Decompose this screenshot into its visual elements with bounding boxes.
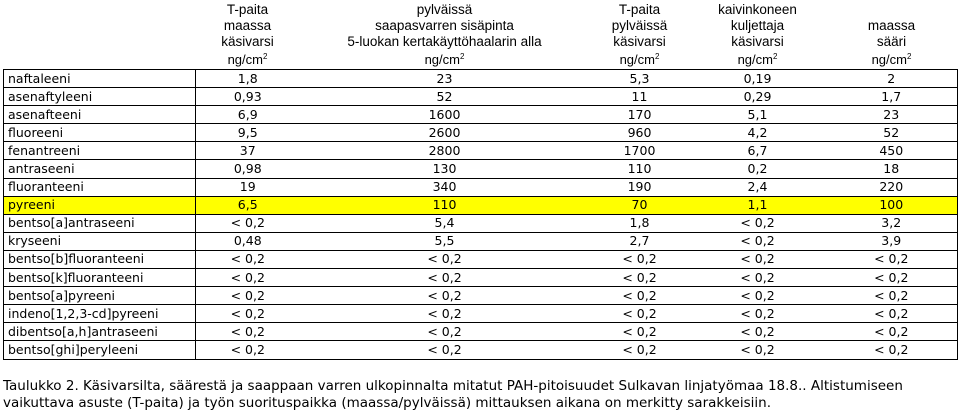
column-header-0 <box>4 0 196 51</box>
value-cell: 4,2 <box>690 124 826 142</box>
value-cell: 100 <box>826 196 958 214</box>
value-cell: 5,1 <box>690 106 826 124</box>
value-cell: < 0,2 <box>826 287 958 305</box>
value-cell: < 0,2 <box>826 323 958 341</box>
column-header-line: kuljettaja <box>730 18 785 33</box>
value-cell: < 0,2 <box>590 341 690 359</box>
value-cell: 19 <box>196 178 300 196</box>
table-body <box>4 70 958 360</box>
pah-table <box>3 0 958 360</box>
value-cell: < 0,2 <box>300 323 590 341</box>
compound-name-cell: naftaleeni <box>4 70 196 88</box>
value-cell: 5,4 <box>300 214 590 232</box>
unit-label: ng/cm <box>424 52 460 67</box>
compound-name-cell: pyreeni <box>4 196 196 214</box>
value-cell: < 0,2 <box>826 250 958 268</box>
unit-cell-0 <box>4 51 196 70</box>
table-header <box>4 0 958 70</box>
value-cell: 0,19 <box>690 70 826 88</box>
value-cell: 1600 <box>300 106 590 124</box>
value-cell: < 0,2 <box>590 305 690 323</box>
value-cell: 1,7 <box>826 88 958 106</box>
unit-exponent: 2 <box>262 52 268 61</box>
table-row <box>4 106 958 124</box>
value-cell: < 0,2 <box>196 323 300 341</box>
value-cell: 2 <box>826 70 958 88</box>
column-header-3 <box>590 0 690 51</box>
value-cell: < 0,2 <box>300 269 590 287</box>
unit-label: ng/cm <box>871 52 907 67</box>
unit-label: ng/cm <box>737 52 773 67</box>
column-header-line: kaivinkoneen <box>718 2 797 17</box>
compound-name-cell: bentso[a]antraseeni <box>4 214 196 232</box>
value-cell: < 0,2 <box>590 250 690 268</box>
value-cell: < 0,2 <box>196 287 300 305</box>
table-row <box>4 250 958 268</box>
value-cell: < 0,2 <box>690 341 826 359</box>
compound-name-cell: bentso[b]fluoranteeni <box>4 250 196 268</box>
value-cell: 52 <box>300 88 590 106</box>
unit-cell-2 <box>300 51 590 70</box>
value-cell: 2800 <box>300 142 590 160</box>
value-cell: 340 <box>300 178 590 196</box>
table-row <box>4 178 958 196</box>
compound-name-cell: indeno[1,2,3-cd]pyreeni <box>4 305 196 323</box>
value-cell: < 0,2 <box>690 305 826 323</box>
value-cell: < 0,2 <box>300 305 590 323</box>
column-header-line: käsivarsi <box>221 34 274 49</box>
value-cell: < 0,2 <box>196 305 300 323</box>
value-cell: < 0,2 <box>300 250 590 268</box>
value-cell: < 0,2 <box>826 341 958 359</box>
column-header-line: pylväissä <box>611 18 668 33</box>
value-cell: < 0,2 <box>690 269 826 287</box>
table-row <box>4 323 958 341</box>
column-header-line: saapasvarren sisäpinta <box>375 18 514 33</box>
compound-name-cell: bentso[k]fluoranteeni <box>4 269 196 287</box>
value-cell: 0,98 <box>196 160 300 178</box>
column-header-line: käsivarsi <box>731 34 784 49</box>
value-cell: 110 <box>590 160 690 178</box>
value-cell: < 0,2 <box>196 250 300 268</box>
compound-name-cell: bentso[a]pyreeni <box>4 287 196 305</box>
compound-name-cell: dibentso[a,h]antraseeni <box>4 323 196 341</box>
compound-name-cell: fluoreeni <box>4 124 196 142</box>
value-cell: 5,3 <box>590 70 690 88</box>
table-row <box>4 70 958 88</box>
unit-exponent: 2 <box>906 52 912 61</box>
column-header-line: pylväissä <box>416 2 473 17</box>
column-header-line: käsivarsi <box>613 34 666 49</box>
unit-cell-1 <box>196 51 300 70</box>
column-header-1 <box>196 0 300 51</box>
value-cell: 190 <box>590 178 690 196</box>
table-row <box>4 287 958 305</box>
unit-exponent: 2 <box>654 52 660 61</box>
table-row <box>4 214 958 232</box>
value-cell: 6,9 <box>196 106 300 124</box>
value-cell: < 0,2 <box>690 287 826 305</box>
value-cell: < 0,2 <box>590 287 690 305</box>
value-cell: 37 <box>196 142 300 160</box>
table-row <box>4 232 958 250</box>
value-cell: < 0,2 <box>196 214 300 232</box>
value-cell: 450 <box>826 142 958 160</box>
compound-name-cell: antraseeni <box>4 160 196 178</box>
value-cell: 52 <box>826 124 958 142</box>
value-cell: < 0,2 <box>690 214 826 232</box>
value-cell: 1,8 <box>196 70 300 88</box>
column-header-line: sääri <box>876 34 907 49</box>
unit-label: ng/cm <box>619 52 655 67</box>
value-cell: < 0,2 <box>690 250 826 268</box>
column-header-4 <box>690 0 826 51</box>
unit-cell-3 <box>590 51 690 70</box>
value-cell: 0,2 <box>690 160 826 178</box>
table-caption: Taulukko 2. Käsivarsilta, säärestä ja saappaan varren ulkopinnalta mitatut PAH-pitoisuudet Sulkavan linjatyömaa 18.8.. Altistumiseen vaikuttava asuste (T-paita) ja työn suorituspaikka (maassa/pylväissä) mittauksen aikana on merkitty sarakkeisiin. <box>3 378 903 411</box>
units-row <box>4 51 958 70</box>
compound-name-cell: fenantreeni <box>4 142 196 160</box>
table-row <box>4 124 958 142</box>
table-row <box>4 196 958 214</box>
value-cell: 23 <box>826 106 958 124</box>
value-cell: < 0,2 <box>690 232 826 250</box>
compound-name-cell: asenaftyleeni <box>4 88 196 106</box>
value-cell: 70 <box>590 196 690 214</box>
compound-name-cell: kryseeni <box>4 232 196 250</box>
column-header-5 <box>826 0 958 51</box>
compound-name-cell: asenafteeni <box>4 106 196 124</box>
value-cell: 1,1 <box>690 196 826 214</box>
column-header-line: T-paita <box>226 2 269 17</box>
value-cell: 2,7 <box>590 232 690 250</box>
compound-name-cell: fluoranteeni <box>4 178 196 196</box>
value-cell: 2600 <box>300 124 590 142</box>
value-cell: 5,5 <box>300 232 590 250</box>
value-cell: 0,29 <box>690 88 826 106</box>
value-cell: 170 <box>590 106 690 124</box>
column-header-line: maassa <box>223 18 272 33</box>
column-header-2 <box>300 0 590 51</box>
value-cell: 9,5 <box>196 124 300 142</box>
value-cell: 1700 <box>590 142 690 160</box>
column-header-line: maassa <box>867 18 916 33</box>
value-cell: < 0,2 <box>826 305 958 323</box>
value-cell: 18 <box>826 160 958 178</box>
value-cell: 11 <box>590 88 690 106</box>
value-cell: 1,8 <box>590 214 690 232</box>
column-header-line: T-paita <box>618 2 661 17</box>
value-cell: 0,48 <box>196 232 300 250</box>
value-cell: < 0,2 <box>196 341 300 359</box>
column-header-line: 5-luokan kertakäyttöhaalarin alla <box>347 34 542 49</box>
value-cell: 3,9 <box>826 232 958 250</box>
value-cell: 23 <box>300 70 590 88</box>
value-cell: < 0,2 <box>690 323 826 341</box>
unit-label: ng/cm <box>227 52 263 67</box>
value-cell: < 0,2 <box>590 323 690 341</box>
table-row <box>4 305 958 323</box>
unit-cell-5 <box>826 51 958 70</box>
value-cell: < 0,2 <box>590 269 690 287</box>
value-cell: < 0,2 <box>300 341 590 359</box>
table-row <box>4 88 958 106</box>
value-cell: 6,7 <box>690 142 826 160</box>
value-cell: 960 <box>590 124 690 142</box>
table-row <box>4 341 958 359</box>
value-cell: 220 <box>826 178 958 196</box>
column-headers-row <box>4 0 958 51</box>
value-cell: < 0,2 <box>300 287 590 305</box>
value-cell: < 0,2 <box>196 269 300 287</box>
value-cell: 130 <box>300 160 590 178</box>
table-row <box>4 160 958 178</box>
unit-exponent: 2 <box>772 52 778 61</box>
value-cell: 110 <box>300 196 590 214</box>
value-cell: 3,2 <box>826 214 958 232</box>
value-cell: 0,93 <box>196 88 300 106</box>
table-row <box>4 142 958 160</box>
table-row <box>4 269 958 287</box>
unit-cell-4 <box>690 51 826 70</box>
compound-name-cell: bentso[ghi]peryleeni <box>4 341 196 359</box>
unit-exponent: 2 <box>459 52 465 61</box>
value-cell: 6,5 <box>196 196 300 214</box>
value-cell: < 0,2 <box>826 269 958 287</box>
value-cell: 2,4 <box>690 178 826 196</box>
document-page <box>3 0 957 360</box>
